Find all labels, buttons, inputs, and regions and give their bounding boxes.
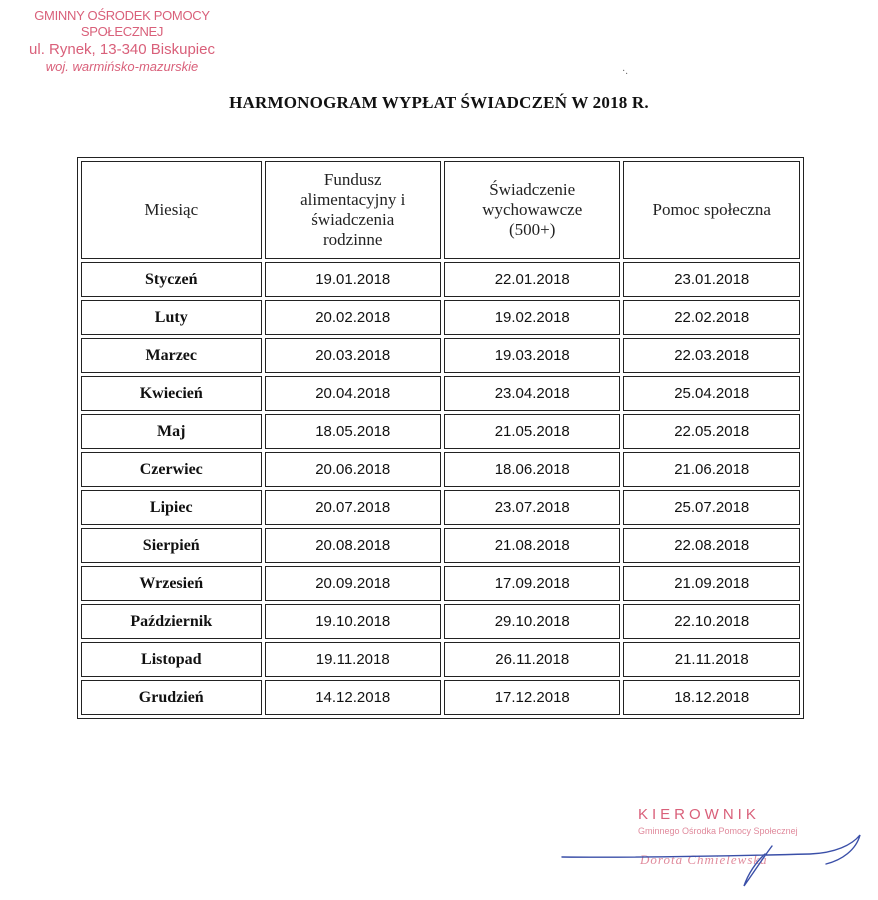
fund-date-cell: 19.10.2018 — [265, 604, 441, 639]
fund-date-cell: 19.11.2018 — [265, 642, 441, 677]
handwritten-signature — [560, 800, 870, 895]
header-social — [623, 161, 800, 259]
table-row — [81, 528, 800, 563]
header-line: świadczenia — [311, 210, 395, 229]
childcare-date-cell: 21.05.2018 — [444, 414, 620, 449]
table-row — [81, 338, 800, 373]
table-row — [81, 490, 800, 525]
childcare-date-cell: 21.08.2018 — [444, 528, 620, 563]
signature-organization: Gminnego Ośrodka Pomocy Społecznej — [638, 826, 798, 836]
month-cell: Lipiec — [81, 490, 262, 525]
table-row — [81, 414, 800, 449]
table-row — [81, 376, 800, 411]
social-date-cell: 22.10.2018 — [623, 604, 800, 639]
header-line: (500+) — [509, 220, 556, 239]
fund-date-cell: 20.03.2018 — [265, 338, 441, 373]
table-row — [81, 300, 800, 335]
social-date-cell: 22.05.2018 — [623, 414, 800, 449]
social-date-cell: 23.01.2018 — [623, 262, 800, 297]
header-line: Fundusz — [323, 170, 382, 189]
childcare-date-cell: 23.04.2018 — [444, 376, 620, 411]
month-cell: Sierpień — [81, 528, 262, 563]
header-month — [81, 161, 262, 259]
social-date-cell: 21.09.2018 — [623, 566, 800, 601]
fund-date-cell: 20.04.2018 — [265, 376, 441, 411]
month-cell: Październik — [81, 604, 262, 639]
social-date-cell: 25.04.2018 — [623, 376, 800, 411]
social-date-cell: 21.06.2018 — [623, 452, 800, 487]
table-row — [81, 262, 800, 297]
fund-date-cell: 20.09.2018 — [265, 566, 441, 601]
childcare-date-cell: 19.02.2018 — [444, 300, 620, 335]
childcare-date-cell: 22.01.2018 — [444, 262, 620, 297]
stamp-address: ul. Rynek, 13-340 Biskupiec — [29, 41, 215, 58]
header-line: rodzinne — [323, 230, 383, 249]
month-cell: Czerwiec — [81, 452, 262, 487]
month-cell: Listopad — [81, 642, 262, 677]
month-cell: Marzec — [81, 338, 262, 373]
month-cell: Luty — [81, 300, 262, 335]
signature-role: KIEROWNIK — [638, 806, 760, 823]
stamp-region: woj. warmińsko-mazurskie — [45, 59, 199, 74]
table-row — [81, 566, 800, 601]
fund-date-cell: 20.07.2018 — [265, 490, 441, 525]
social-date-cell: 22.02.2018 — [623, 300, 800, 335]
fund-date-cell: 20.02.2018 — [265, 300, 441, 335]
social-date-cell: 21.11.2018 — [623, 642, 800, 677]
month-cell: Kwiecień — [81, 376, 262, 411]
social-date-cell: 18.12.2018 — [623, 680, 800, 715]
fund-date-cell: 20.08.2018 — [265, 528, 441, 563]
fund-date-cell: 18.05.2018 — [265, 414, 441, 449]
childcare-date-cell: 23.07.2018 — [444, 490, 620, 525]
page-title: HARMONOGRAM WYPŁAT ŚWIADCZEŃ W 2018 R. — [229, 93, 649, 112]
month-cell: Styczeń — [81, 262, 262, 297]
header-fund — [265, 161, 441, 259]
signature-name: Dorota Chmielewska — [640, 852, 768, 867]
header-line: Miesiąc — [144, 200, 199, 219]
header-childcare — [444, 161, 620, 259]
childcare-date-cell: 26.11.2018 — [444, 642, 620, 677]
signature-stamp — [560, 800, 870, 895]
month-cell: Wrzesień — [81, 566, 262, 601]
month-cell: Grudzień — [81, 680, 262, 715]
fund-date-cell: 19.01.2018 — [265, 262, 441, 297]
stray-marks: ·. — [622, 66, 628, 77]
header-line: alimentacyjny i — [300, 190, 406, 209]
social-date-cell: 22.03.2018 — [623, 338, 800, 373]
month-cell: Maj — [81, 414, 262, 449]
fund-date-cell: 20.06.2018 — [265, 452, 441, 487]
schedule-table — [77, 157, 804, 719]
childcare-date-cell: 18.06.2018 — [444, 452, 620, 487]
header-line: Pomoc społeczna — [652, 200, 771, 219]
table-row — [81, 452, 800, 487]
table-row — [81, 680, 800, 715]
header-line: Świadczenie — [489, 180, 576, 199]
table-header-row — [81, 161, 800, 259]
stamp-institution-name: GMINNY OŚRODEK POMOCY SPOŁECZNEJ — [34, 8, 210, 39]
table-row — [81, 604, 800, 639]
childcare-date-cell: 17.09.2018 — [444, 566, 620, 601]
childcare-date-cell: 17.12.2018 — [444, 680, 620, 715]
childcare-date-cell: 29.10.2018 — [444, 604, 620, 639]
table-row — [81, 642, 800, 677]
header-line: wychowawcze — [482, 200, 583, 219]
institution-stamp — [2, 8, 242, 75]
social-date-cell: 22.08.2018 — [623, 528, 800, 563]
childcare-date-cell: 19.03.2018 — [444, 338, 620, 373]
social-date-cell: 25.07.2018 — [623, 490, 800, 525]
fund-date-cell: 14.12.2018 — [265, 680, 441, 715]
